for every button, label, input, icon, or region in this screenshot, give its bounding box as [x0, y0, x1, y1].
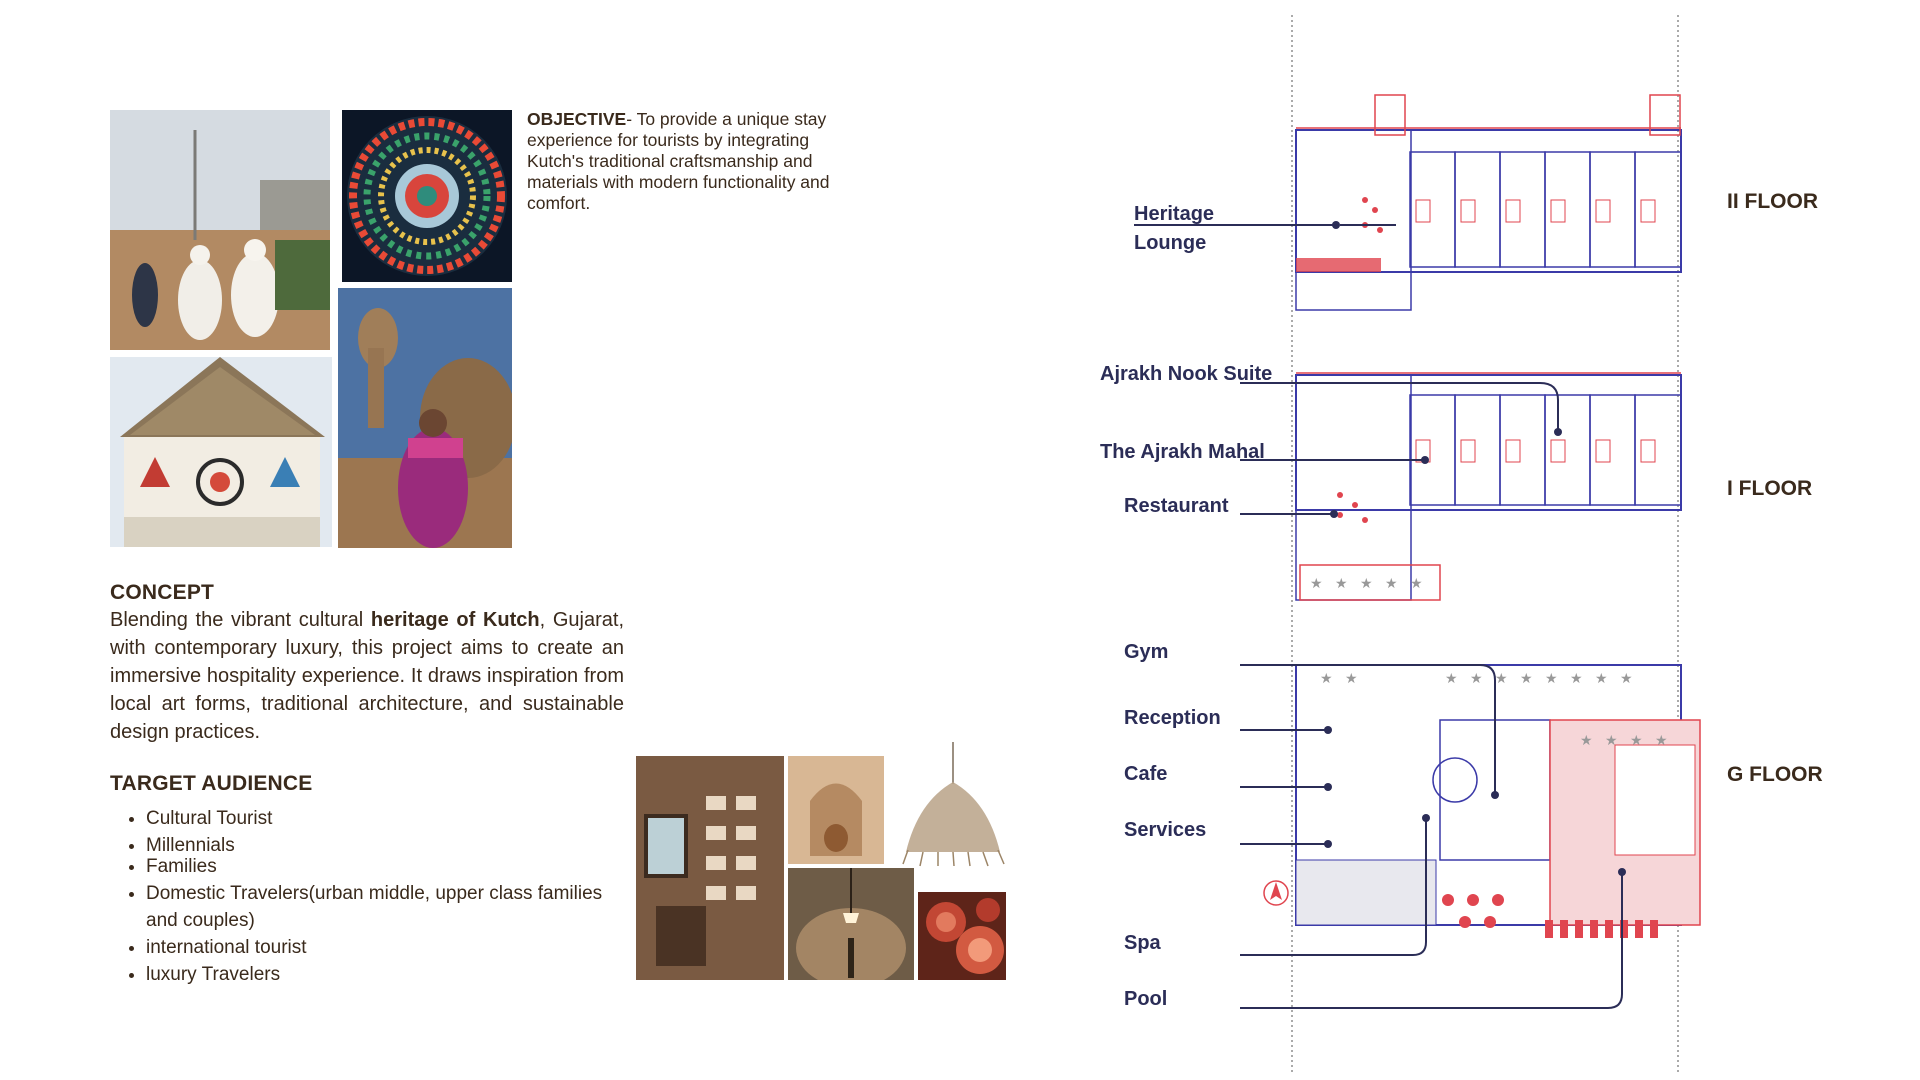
callout-ajrakh-nook-suite: Ajrakh Nook Suite	[1100, 363, 1273, 385]
floor-label-first: I FLOOR	[1727, 477, 1813, 500]
svg-text:★: ★	[1335, 575, 1348, 591]
callout-services: Services	[1124, 819, 1207, 841]
floor-label-ground: G FLOOR	[1727, 763, 1823, 786]
moodboard-lippan-plates	[918, 892, 1006, 980]
objective-heading: OBJECTIVE	[527, 109, 627, 129]
concept-heading: CONCEPT	[110, 581, 215, 604]
second-floor-plan	[1296, 95, 1681, 310]
svg-text:★: ★	[1495, 670, 1508, 686]
moodboard-arched-niche-art	[788, 756, 884, 864]
svg-text:★: ★	[1605, 732, 1618, 748]
list-item: • Families	[146, 853, 606, 880]
svg-text:★: ★	[1580, 732, 1593, 748]
list-item: • Millennials	[146, 832, 606, 859]
first-floor-plan	[1240, 373, 1681, 600]
svg-text:★: ★	[1410, 575, 1423, 591]
svg-text:★: ★	[1520, 670, 1533, 686]
callout-spa: Spa	[1124, 932, 1161, 954]
moodboard-carved-wall-light	[788, 868, 914, 980]
callout-heritage-lounge-line2: Lounge	[1134, 232, 1207, 254]
svg-text:★: ★	[1345, 670, 1358, 686]
moodboard-woven-lamp-art	[898, 742, 1008, 867]
svg-text:★: ★	[1655, 732, 1668, 748]
ground-floor-plan	[1240, 665, 1700, 1008]
list-item: • international tourist	[146, 934, 606, 961]
photo-woman-with-camel-art	[338, 288, 512, 548]
svg-text:★: ★	[1545, 670, 1558, 686]
floor-plan-drawing	[1240, 0, 1920, 1080]
list-item: • luxury Travelers	[146, 961, 606, 988]
svg-text:★: ★	[1310, 575, 1323, 591]
objective-text: - To provide a unique stay experience for tourists by integrating Kutch's traditional craftsmanship and materials with modern functionality and comfort.	[527, 109, 830, 213]
concept-text-after: , Gujarat, with contemporary luxury, this project aims to create an immersive hospitality experience. It draws inspiration from local art forms, traditional architecture, and sustainable design practices.	[110, 609, 625, 743]
list-item: • Domestic Travelers(urban middle, upper class families and couples)	[146, 880, 606, 934]
callout-pool: Pool	[1124, 988, 1168, 1010]
photo-kutch-men-walking-art	[110, 110, 330, 350]
svg-text:★: ★	[1630, 732, 1643, 748]
svg-text:★: ★	[1360, 575, 1373, 591]
svg-text:★: ★	[1470, 670, 1483, 686]
photo-kutch-men-walking	[110, 110, 330, 350]
svg-text:★: ★	[1320, 670, 1333, 686]
concept-text-bold: heritage of Kutch	[370, 609, 540, 631]
concept-paragraph	[110, 606, 624, 746]
moodboard-clay-wall-niches-art	[636, 756, 784, 980]
callout-reception: Reception	[1124, 707, 1221, 729]
moodboard-carved-wall-light-art	[788, 868, 914, 980]
svg-text:★: ★	[1620, 670, 1633, 686]
target-audience-heading: TARGET AUDIENCE	[110, 772, 313, 795]
photo-bhunga-hut-art	[110, 357, 332, 547]
objective-paragraph	[527, 109, 867, 214]
photo-mirror-embroidery-art	[342, 110, 512, 282]
callout-restaurant: Restaurant	[1124, 495, 1229, 517]
list-item: • Cultural Tourist	[146, 805, 606, 832]
svg-text:★: ★	[1445, 670, 1458, 686]
svg-text:★: ★	[1595, 670, 1608, 686]
concept-text-before: Blending the vibrant cultural	[110, 609, 371, 631]
floor-label-second: II FLOOR	[1727, 190, 1818, 213]
moodboard-woven-lamp	[898, 742, 1008, 867]
photo-mirror-embroidery	[342, 110, 512, 282]
photo-woman-with-camel	[338, 288, 512, 548]
moodboard-lippan-plates-art	[918, 892, 1006, 980]
photo-bhunga-hut	[110, 357, 332, 547]
callout-ajrakh-mahal: The Ajrakh Mahal	[1100, 441, 1265, 463]
target-audience-list	[118, 805, 606, 988]
moodboard-clay-wall-niches	[636, 756, 784, 980]
svg-text:★: ★	[1570, 670, 1583, 686]
callout-cafe: Cafe	[1124, 763, 1168, 785]
svg-text:★: ★	[1385, 575, 1398, 591]
callout-heritage-lounge-line1: Heritage	[1134, 203, 1215, 225]
callout-gym: Gym	[1124, 641, 1169, 663]
moodboard-arched-niche	[788, 756, 884, 864]
